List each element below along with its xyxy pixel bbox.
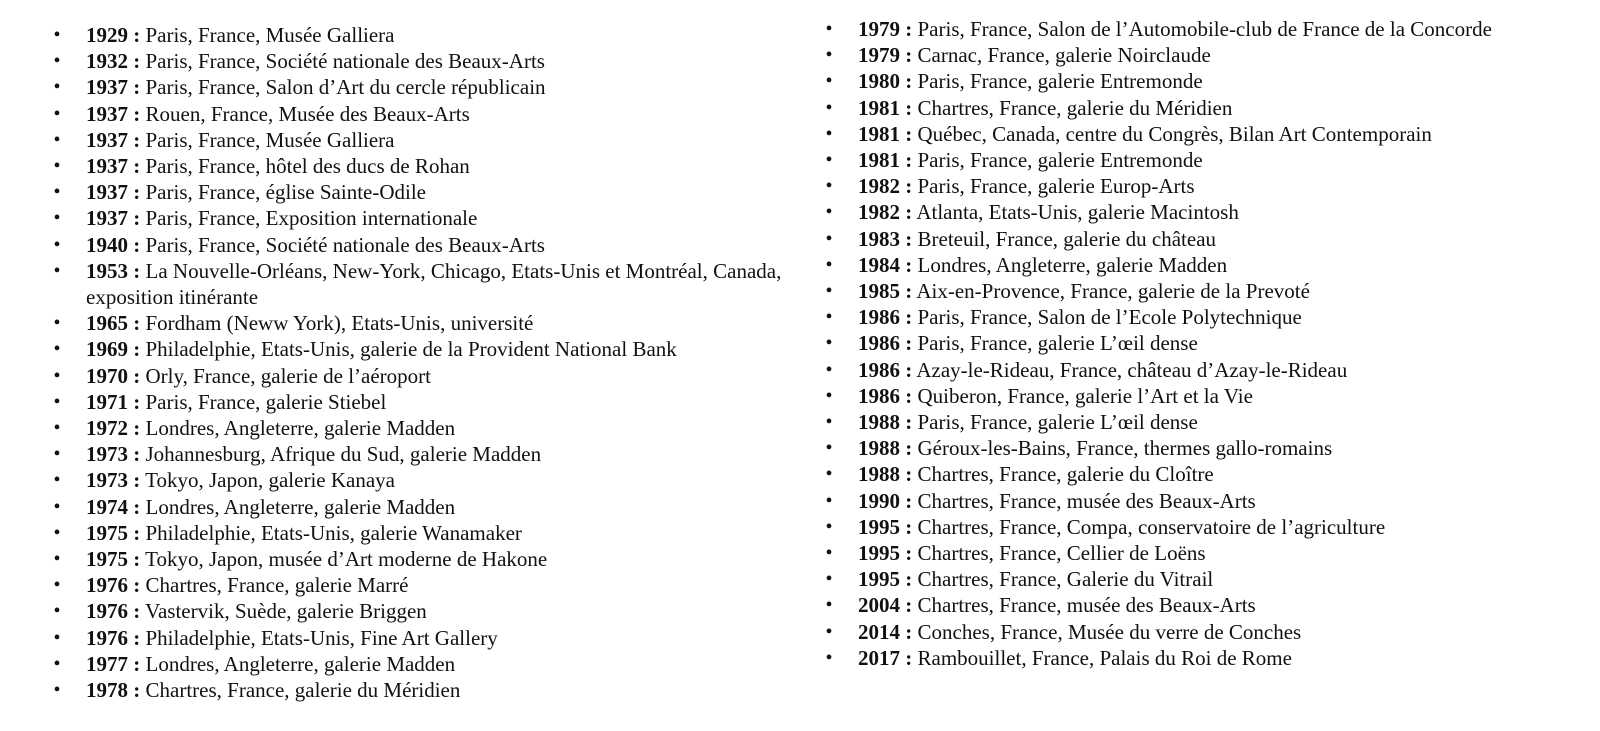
exhibition-item bbox=[824, 42, 1594, 68]
exhibitions-list-left bbox=[52, 22, 792, 703]
exhibition-year: 1940 : bbox=[86, 232, 141, 257]
exhibition-year: 1985 : bbox=[858, 279, 913, 304]
bullet-icon: • bbox=[53, 521, 61, 544]
bullet-icon: • bbox=[825, 332, 833, 355]
exhibition-item bbox=[52, 677, 792, 703]
exhibition-venue: Londres, Angleterre, galerie Madden bbox=[917, 252, 1228, 277]
exhibition-venue: Paris, France, galerie Europ-Arts bbox=[917, 174, 1195, 199]
exhibition-year: 1937 : bbox=[86, 75, 141, 100]
exhibition-venue: Paris, France, galerie Stiebel bbox=[145, 389, 387, 414]
exhibition-item bbox=[52, 415, 792, 441]
exhibition-year: 1978 : bbox=[86, 678, 141, 703]
exhibition-item bbox=[52, 74, 792, 100]
exhibition-venue: Philadelphie, Etats-Unis, galerie de la Provident National Bank bbox=[145, 337, 677, 362]
exhibition-item bbox=[52, 625, 792, 651]
exhibition-venue: Breteuil, France, galerie du château bbox=[917, 226, 1217, 251]
exhibition-item bbox=[52, 205, 792, 231]
exhibition-item bbox=[52, 598, 792, 624]
exhibition-venue: Tokyo, Japon, musée d’Art moderne de Hakone bbox=[145, 547, 548, 572]
bullet-icon: • bbox=[825, 358, 833, 381]
exhibition-year: 1995 : bbox=[858, 541, 913, 566]
exhibition-venue: Paris, France, Salon de l’Automobile-club de France de la Concorde bbox=[917, 17, 1492, 41]
exhibition-year: 1976 : bbox=[86, 573, 141, 598]
exhibition-item bbox=[52, 179, 792, 205]
exhibition-year: 1983 : bbox=[858, 226, 913, 251]
bullet-icon: • bbox=[53, 574, 61, 597]
exhibition-item bbox=[52, 127, 792, 153]
exhibition-venue: Géroux-les-Bains, France, thermes gallo-romains bbox=[917, 436, 1333, 461]
bullet-icon: • bbox=[53, 626, 61, 649]
exhibition-year: 1982 : bbox=[858, 200, 913, 225]
bullet-icon: • bbox=[53, 181, 61, 204]
exhibition-venue: Chartres, France, galerie du Méridien bbox=[917, 95, 1233, 120]
exhibition-year: 1975 : bbox=[86, 520, 141, 545]
exhibition-year: 1972 : bbox=[86, 416, 141, 441]
exhibition-venue: La Nouvelle-Orléans, New-York, Chicago, Etats-Unis et Montréal, Canada, exposition itinérante bbox=[86, 258, 782, 310]
exhibition-item bbox=[824, 409, 1594, 435]
exhibition-item bbox=[52, 389, 792, 415]
bullet-icon: • bbox=[53, 259, 61, 282]
exhibition-year: 1980 : bbox=[858, 69, 913, 94]
exhibition-item bbox=[52, 22, 792, 48]
exhibition-item bbox=[52, 48, 792, 74]
exhibition-venue: Québec, Canada, centre du Congrès, Bilan Art Contemporain bbox=[917, 121, 1432, 146]
exhibition-item bbox=[824, 383, 1594, 409]
exhibition-item bbox=[824, 330, 1594, 356]
exhibition-venue: Quiberon, France, galerie l’Art et la Vie bbox=[917, 383, 1253, 408]
exhibition-year: 1970 : bbox=[86, 363, 141, 388]
bullet-icon: • bbox=[53, 128, 61, 151]
bullet-icon: • bbox=[825, 411, 833, 434]
exhibition-item bbox=[52, 310, 792, 336]
bullet-icon: • bbox=[53, 495, 61, 518]
bullet-icon: • bbox=[825, 280, 833, 303]
exhibition-item bbox=[52, 467, 792, 493]
exhibition-year: 1988 : bbox=[858, 462, 913, 487]
exhibition-venue: Atlanta, Etats-Unis, galerie Macintosh bbox=[916, 200, 1239, 225]
bullet-icon: • bbox=[53, 50, 61, 73]
exhibition-venue: Tokyo, Japon, galerie Kanaya bbox=[145, 468, 395, 493]
exhibition-item bbox=[824, 488, 1594, 514]
exhibition-item bbox=[824, 147, 1594, 173]
bullet-icon: • bbox=[53, 600, 61, 623]
bullet-icon: • bbox=[825, 306, 833, 329]
exhibition-item bbox=[824, 199, 1594, 225]
exhibition-venue: Carnac, France, galerie Noirclaude bbox=[917, 43, 1211, 68]
exhibition-item bbox=[52, 232, 792, 258]
bullet-icon: • bbox=[825, 568, 833, 591]
exhibition-item bbox=[52, 546, 792, 572]
exhibition-venue: Philadelphie, Etats-Unis, galerie Wanamaker bbox=[145, 520, 522, 545]
exhibition-venue: Paris, France, Société nationale des Beaux-Arts bbox=[145, 49, 545, 74]
exhibition-item bbox=[52, 441, 792, 467]
exhibition-year: 1969 : bbox=[86, 337, 141, 362]
bullet-icon: • bbox=[53, 233, 61, 256]
bullet-icon: • bbox=[53, 207, 61, 230]
bullet-icon: • bbox=[53, 679, 61, 702]
exhibition-item bbox=[824, 226, 1594, 252]
exhibition-venue: Chartres, France, galerie du Cloître bbox=[917, 462, 1214, 487]
exhibition-year: 1995 : bbox=[858, 567, 913, 592]
exhibition-venue: Philadelphie, Etats-Unis, Fine Art Gallery bbox=[145, 625, 498, 650]
exhibition-item bbox=[824, 68, 1594, 94]
bullet-icon: • bbox=[825, 253, 833, 276]
exhibition-venue: Paris, France, hôtel des ducs de Rohan bbox=[145, 154, 470, 179]
bullet-icon: • bbox=[825, 594, 833, 617]
exhibition-venue: Paris, France, galerie L’œil dense bbox=[917, 331, 1198, 356]
exhibition-venue: Paris, France, galerie Entremonde bbox=[917, 69, 1203, 94]
exhibition-venue: Orly, France, galerie de l’aéroport bbox=[145, 363, 431, 388]
bullet-icon: • bbox=[825, 44, 833, 67]
exhibition-item bbox=[824, 357, 1594, 383]
bullet-icon: • bbox=[825, 384, 833, 407]
exhibition-year: 1973 : bbox=[86, 468, 141, 493]
exhibition-venue: Johannesburg, Afrique du Sud, galerie Madden bbox=[145, 442, 542, 467]
exhibition-venue: Azay-le-Rideau, France, château d’Azay-le-Rideau bbox=[916, 357, 1348, 382]
exhibition-year: 1981 : bbox=[858, 95, 913, 120]
exhibition-year: 1979 : bbox=[858, 43, 913, 68]
exhibition-venue: Rambouillet, France, Palais du Roi de Rome bbox=[917, 645, 1292, 670]
exhibition-item bbox=[52, 363, 792, 389]
exhibition-item bbox=[824, 619, 1594, 645]
bullet-icon: • bbox=[53, 312, 61, 335]
bullet-icon: • bbox=[825, 70, 833, 93]
exhibition-year: 1977 : bbox=[86, 651, 141, 676]
exhibition-year: 1937 : bbox=[86, 154, 141, 179]
exhibition-item bbox=[52, 520, 792, 546]
exhibition-item bbox=[52, 494, 792, 520]
bullet-icon: • bbox=[825, 175, 833, 198]
exhibition-year: 1979 : bbox=[858, 17, 913, 41]
exhibition-year: 1988 : bbox=[858, 410, 913, 435]
exhibition-venue: Paris, France, Musée Galliera bbox=[145, 127, 395, 152]
bullet-icon: • bbox=[53, 443, 61, 466]
exhibition-year: 1971 : bbox=[86, 389, 141, 414]
exhibition-year: 1976 : bbox=[86, 599, 141, 624]
exhibition-year: 1937 : bbox=[86, 206, 141, 231]
exhibition-item bbox=[52, 651, 792, 677]
exhibition-item bbox=[52, 258, 792, 310]
exhibition-item bbox=[824, 592, 1594, 618]
bullet-icon: • bbox=[53, 24, 61, 46]
exhibition-venue: Londres, Angleterre, galerie Madden bbox=[145, 416, 456, 441]
exhibition-year: 1986 : bbox=[858, 305, 913, 330]
bullet-icon: • bbox=[53, 155, 61, 178]
exhibition-venue: Chartres, France, musée des Beaux-Arts bbox=[917, 488, 1256, 513]
bullet-icon: • bbox=[825, 122, 833, 145]
exhibition-year: 1981 : bbox=[858, 121, 913, 146]
bullet-icon: • bbox=[53, 76, 61, 99]
bullet-icon: • bbox=[53, 652, 61, 675]
exhibition-venue: Chartres, France, Compa, conservatoire de l’agriculture bbox=[917, 514, 1386, 539]
exhibition-year: 1974 : bbox=[86, 494, 141, 519]
exhibition-item bbox=[824, 461, 1594, 487]
exhibition-year: 1929 : bbox=[86, 23, 141, 47]
exhibition-item bbox=[824, 173, 1594, 199]
exhibition-year: 1953 : bbox=[86, 258, 141, 283]
exhibition-venue: Vastervik, Suède, galerie Briggen bbox=[145, 599, 427, 624]
exhibition-item bbox=[824, 645, 1594, 671]
exhibition-year: 1937 : bbox=[86, 180, 141, 205]
exhibition-item bbox=[824, 252, 1594, 278]
bullet-icon: • bbox=[825, 227, 833, 250]
bullet-icon: • bbox=[53, 469, 61, 492]
exhibition-year: 1965 : bbox=[86, 311, 141, 336]
bullet-icon: • bbox=[825, 646, 833, 669]
exhibition-year: 1937 : bbox=[86, 101, 141, 126]
bullet-icon: • bbox=[825, 620, 833, 643]
exhibition-venue: Paris, France, Musée Galliera bbox=[145, 23, 395, 47]
exhibition-venue: Conches, France, Musée du verre de Conches bbox=[917, 619, 1302, 644]
exhibition-item bbox=[52, 336, 792, 362]
bullet-icon: • bbox=[825, 542, 833, 565]
bullet-icon: • bbox=[53, 338, 61, 361]
exhibition-venue: Paris, France, Salon de l’Ecole Polytechnique bbox=[917, 305, 1302, 330]
exhibition-year: 1982 : bbox=[858, 174, 913, 199]
bullet-icon: • bbox=[825, 489, 833, 512]
exhibition-venue: Londres, Angleterre, galerie Madden bbox=[145, 494, 456, 519]
exhibition-year: 1986 : bbox=[858, 357, 913, 382]
exhibition-year: 1988 : bbox=[858, 436, 913, 461]
exhibition-year: 1975 : bbox=[86, 547, 141, 572]
exhibition-venue: Fordham (Neww York), Etats-Unis, université bbox=[145, 311, 534, 336]
bullet-icon: • bbox=[825, 515, 833, 538]
exhibition-year: 2004 : bbox=[858, 593, 913, 618]
exhibition-year: 1986 : bbox=[858, 331, 913, 356]
exhibition-item bbox=[824, 95, 1594, 121]
exhibition-item bbox=[52, 101, 792, 127]
exhibition-year: 1973 : bbox=[86, 442, 141, 467]
exhibition-item bbox=[824, 278, 1594, 304]
exhibition-year: 2014 : bbox=[858, 619, 913, 644]
exhibition-venue: Paris, France, Salon d’Art du cercle républicain bbox=[145, 75, 546, 100]
exhibition-item bbox=[824, 16, 1594, 42]
bullet-icon: • bbox=[53, 364, 61, 387]
exhibition-item bbox=[824, 540, 1594, 566]
exhibition-year: 1995 : bbox=[858, 514, 913, 539]
exhibition-venue: Aix-en-Provence, France, galerie de la Prevoté bbox=[916, 279, 1310, 304]
exhibition-year: 1937 : bbox=[86, 127, 141, 152]
bullet-icon: • bbox=[53, 390, 61, 413]
bullet-icon: • bbox=[53, 417, 61, 440]
exhibition-item bbox=[824, 121, 1594, 147]
bullet-icon: • bbox=[825, 201, 833, 224]
bullet-icon: • bbox=[825, 463, 833, 486]
exhibition-venue: Chartres, France, galerie du Méridien bbox=[145, 678, 461, 703]
exhibition-venue: Paris, France, galerie L’œil dense bbox=[917, 410, 1198, 435]
exhibition-venue: Paris, France, église Sainte-Odile bbox=[145, 180, 427, 205]
exhibition-venue: Paris, France, Exposition internationale bbox=[145, 206, 478, 231]
exhibition-year: 1986 : bbox=[858, 383, 913, 408]
exhibitions-list-right bbox=[824, 16, 1594, 671]
exhibition-item bbox=[824, 566, 1594, 592]
exhibition-year: 1932 : bbox=[86, 49, 141, 74]
bullet-icon: • bbox=[825, 149, 833, 172]
bullet-icon: • bbox=[825, 18, 833, 40]
bullet-icon: • bbox=[825, 437, 833, 460]
exhibition-venue: Londres, Angleterre, galerie Madden bbox=[145, 651, 456, 676]
exhibition-venue: Chartres, France, Galerie du Vitrail bbox=[917, 567, 1214, 592]
bullet-icon: • bbox=[825, 96, 833, 119]
exhibition-year: 1990 : bbox=[858, 488, 913, 513]
bullet-icon: • bbox=[53, 102, 61, 125]
exhibition-venue: Paris, France, Société nationale des Beaux-Arts bbox=[145, 232, 545, 257]
exhibition-year: 1981 : bbox=[858, 148, 913, 173]
exhibition-venue: Paris, France, galerie Entremonde bbox=[917, 148, 1203, 173]
exhibition-year: 2017 : bbox=[858, 645, 913, 670]
exhibition-item bbox=[52, 153, 792, 179]
exhibition-venue: Chartres, France, Cellier de Loëns bbox=[917, 541, 1206, 566]
exhibition-venue: Chartres, France, galerie Marré bbox=[145, 573, 409, 598]
exhibition-venue: Rouen, France, Musée des Beaux-Arts bbox=[145, 101, 470, 126]
exhibition-item bbox=[824, 304, 1594, 330]
exhibition-item bbox=[824, 435, 1594, 461]
exhibition-year: 1984 : bbox=[858, 252, 913, 277]
exhibition-year: 1976 : bbox=[86, 625, 141, 650]
exhibition-venue: Chartres, France, musée des Beaux-Arts bbox=[917, 593, 1256, 618]
bullet-icon: • bbox=[53, 548, 61, 571]
exhibition-item bbox=[52, 572, 792, 598]
exhibition-item bbox=[824, 514, 1594, 540]
